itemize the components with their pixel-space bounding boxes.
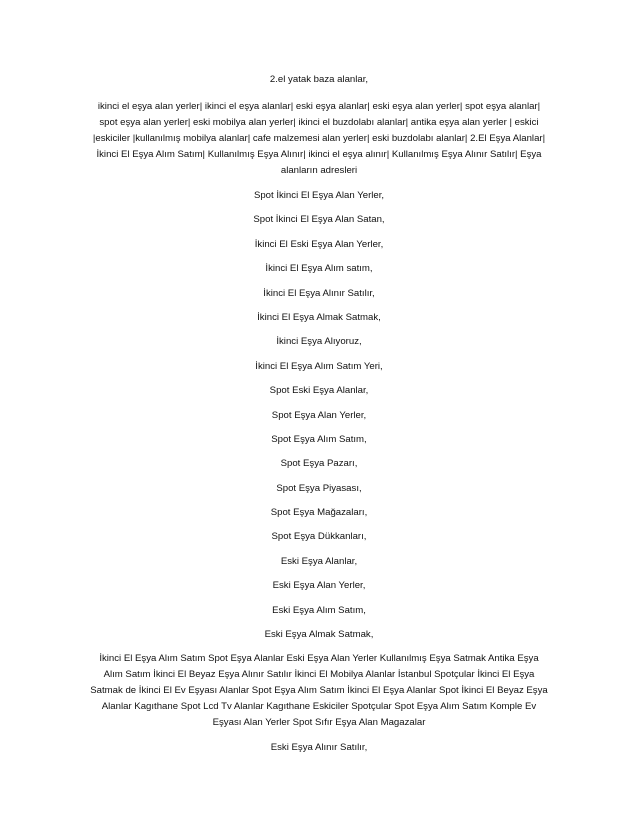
list-item: Eski Eşya Almak Satmak, xyxy=(264,629,374,641)
list-item: Spot Eşya Alım Satım, xyxy=(271,433,367,445)
list-item: Eski Eşya Alanlar, xyxy=(280,555,358,567)
list-item: İkinci El Eski Eşya Alan Yerler, xyxy=(254,238,384,250)
keyword-paragraph-2: İkinci El Eşya Alım Satım Spot Eşya Alanlar Eski Eşya Alan Yerler Kullanılmış Eşya Satmak Antika Eşya Alım Satım İkinci El Beyaz Eşya Alınır Satılır İkinci El Mobilya Alanlar İstanbul Spotçular İkinci El Eşya Satmak de İkinci El Ev Eşyası Alanlar Spot Eşya Alım Satım İkinci El Eşya Alanlar Spot İkinci El Beyaz Eşya Alanlar Kagıthane Spot Lcd Tv Alanlar Kagıthane Eskiciler Spotçular Spot Eşya Alım Satım Komple Ev Eşyası Alan Yerler Spot Sıfır Eşya Alan Magazalar xyxy=(90,653,548,729)
list-item: İkinci El Eşya Alınır Satılır, xyxy=(263,287,375,299)
list-item: İkinci El Eşya Alım Satım Yeri, xyxy=(255,360,383,372)
list-item: Spot İkinci El Eşya Alan Satan, xyxy=(253,214,385,226)
list-item: İkinci El Eşya Almak Satmak, xyxy=(257,311,381,323)
list-item: Spot Eşya Alan Yerler, xyxy=(271,409,367,421)
list-item: Spot Eşya Mağazaları, xyxy=(270,507,368,519)
list-item: Eski Eşya Alım Satım, xyxy=(272,604,366,616)
list-item: Spot Eşya Piyasası, xyxy=(276,482,362,494)
list-item: Spot Eski Eşya Alanlar, xyxy=(269,385,369,397)
item-list xyxy=(90,188,548,643)
document-body xyxy=(90,72,548,756)
list-item: Spot İkinci El Eşya Alan Yerler, xyxy=(253,190,385,201)
list-item-last: Eski Eşya Alınır Satılır, xyxy=(270,742,368,754)
page-title: 2.el yatak baza alanlar, xyxy=(269,74,369,85)
list-item: İkinci Eşya Alıyoruz, xyxy=(276,336,362,348)
list-item: Spot Eşya Pazarı, xyxy=(280,458,358,470)
keyword-paragraph-1: ikinci el eşya alan yerler| ikinci el eşya alanlar| eski eşya alanlar| eski eşya alan yerler| spot eşya alanlar| spot eşya alan yerler| eski mobilya alan yerler| ikinci el buzdolabı alanlar| antika eşya alan yerler | eskici |eskiciler |kullanılmış mobilya alanlar| cafe malzemesi alan yerler| eski buzdolabı alanlar| 2.El Eşya Alanlar| İkinci El Eşya Alım Satım| Kullanılmış Eşya Alınır| ikinci el eşya alınır| Kullanılmış Eşya Alınır Satılır| Eşya alanların adresleri xyxy=(92,101,546,176)
list-item: Eski Eşya Alan Yerler, xyxy=(272,580,366,592)
list-item: Spot Eşya Dükkanları, xyxy=(271,531,367,543)
list-item: İkinci El Eşya Alım satım, xyxy=(265,263,373,275)
